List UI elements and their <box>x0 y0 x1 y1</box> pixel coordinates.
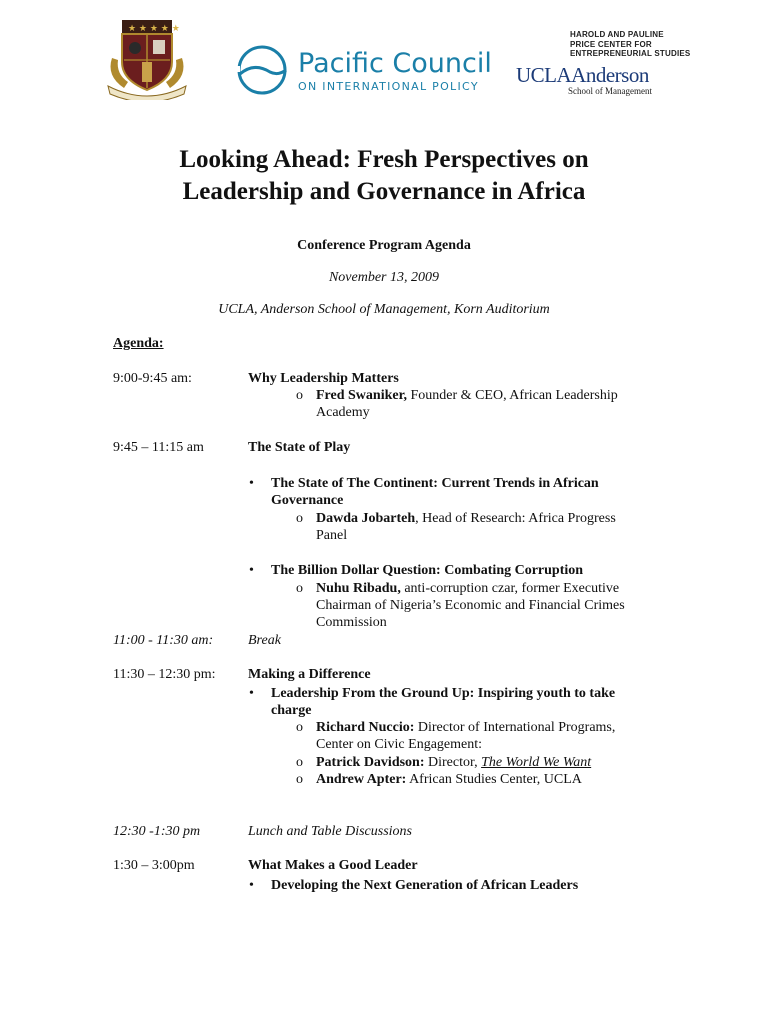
topic-text <box>271 475 651 509</box>
price-center-line: PRICE CENTER FOR <box>570 39 652 49</box>
session-title: What Makes a Good Leader <box>248 858 418 873</box>
event-venue: UCLA, Anderson School of Management, Korn Auditorium <box>218 302 550 317</box>
sub-bullet-icon: o <box>296 511 303 526</box>
session-title: Lunch and Table Discussions <box>248 824 413 839</box>
ucla-anderson-name: UCLAAnderson <box>516 63 649 87</box>
svg-text:★ ★ ★ ★ ★: ★ ★ ★ ★ ★ <box>128 24 180 34</box>
topic-line: Leadership From the Ground Up: Inspiring youth to take <box>271 686 616 701</box>
document-title <box>84 144 684 208</box>
sub-bullet-icon: o <box>296 720 303 735</box>
topic-line: Governance <box>271 493 344 508</box>
session-title: Why Leadership Matters <box>248 371 399 386</box>
price-center-line: HAROLD AND PAULINE <box>570 30 664 39</box>
topic-text: The Billion Dollar Question: Combating Corruption <box>271 563 584 578</box>
speaker-name: Nuhu Ribadu, <box>316 581 401 596</box>
session-time: 9:00-9:45 am: <box>113 371 192 386</box>
topic-line: charge <box>271 703 312 718</box>
price-center-name <box>570 30 690 59</box>
pacific-council-subtitle: ON INTERNATIONAL POLICY <box>298 80 479 93</box>
bullet-icon: • <box>249 878 254 893</box>
pacific-council-logo <box>234 44 492 96</box>
speaker-role: , Head of Research: Africa Progress <box>415 511 616 526</box>
speaker-role: Center on Civic Engagement: <box>316 737 483 752</box>
session-time: 11:30 – 12:30 pm: <box>113 667 216 682</box>
pacific-council-name: Pacific Council <box>298 48 492 79</box>
sub-bullet-icon: o <box>296 772 303 787</box>
speaker-text <box>316 754 656 771</box>
session-time: 11:00 - 11:30 am: <box>113 633 214 648</box>
speaker-name: Andrew Apter: <box>316 772 407 787</box>
sub-bullet-icon: o <box>296 388 303 403</box>
speaker-role: Chairman of Nigeria’s Economic and Financial Crimes <box>316 598 625 613</box>
sub-bullet-icon: o <box>296 581 303 596</box>
speaker-role: Panel <box>316 528 348 543</box>
title-line: Looking Ahead: Fresh Perspectives on <box>179 146 589 173</box>
speaker-role: Director of International Programs, <box>414 720 616 735</box>
session-time: 1:30 – 3:00pm <box>113 858 195 873</box>
speaker-role: Academy <box>316 405 370 420</box>
session-title: The State of Play <box>248 440 351 455</box>
session-time: 9:45 – 11:15 am <box>113 440 204 455</box>
speaker-text <box>316 771 656 788</box>
school-of-management: School of Management <box>568 86 652 96</box>
globe-icon <box>234 44 290 96</box>
session-time: 12:30 -1:30 pm <box>113 824 201 839</box>
sub-bullet-icon: o <box>296 755 303 770</box>
event-date: November 13, 2009 <box>328 270 440 285</box>
agenda-label: Agenda: <box>113 336 164 351</box>
speaker-role: African Studies Center, UCLA <box>406 772 582 787</box>
header-logos <box>0 0 768 110</box>
price-center-line: ENTREPRENEURIAL STUDIES <box>570 49 691 58</box>
speaker-text <box>316 387 656 421</box>
crest-shield-icon <box>104 18 190 100</box>
speaker-name: Dawda Jobarteh <box>316 511 416 526</box>
speaker-role: anti-corruption czar, former Executive <box>400 581 620 596</box>
speaker-name: Patrick Davidson: <box>316 755 425 770</box>
speaker-name: Richard Nuccio: <box>316 720 415 735</box>
speaker-text <box>316 580 656 631</box>
session-title: Break <box>248 633 281 648</box>
speaker-role: Founder & CEO, African Leadership <box>407 388 618 403</box>
speaker-text <box>316 510 656 544</box>
bullet-icon: • <box>249 476 254 491</box>
title-line: Leadership and Governance in Africa <box>182 178 586 205</box>
ucla-anderson-logo <box>516 30 716 100</box>
speaker-name: Fred Swaniker, <box>316 388 408 403</box>
speaker-role: Director, <box>424 755 482 770</box>
bullet-icon: • <box>249 686 254 701</box>
topic-text <box>271 685 651 719</box>
speaker-text <box>316 719 656 753</box>
session-title: Making a Difference <box>248 667 371 682</box>
bullet-icon: • <box>249 563 254 578</box>
program-title: Conference Program Agenda <box>297 238 471 253</box>
topic-line: The State of The Continent: Current Trends in African <box>271 476 599 491</box>
speaker-role: Commission <box>316 615 387 630</box>
topic-text: Developing the Next Generation of African Leaders <box>271 878 579 893</box>
the-world-we-want-link[interactable]: The World We Want <box>481 755 592 770</box>
